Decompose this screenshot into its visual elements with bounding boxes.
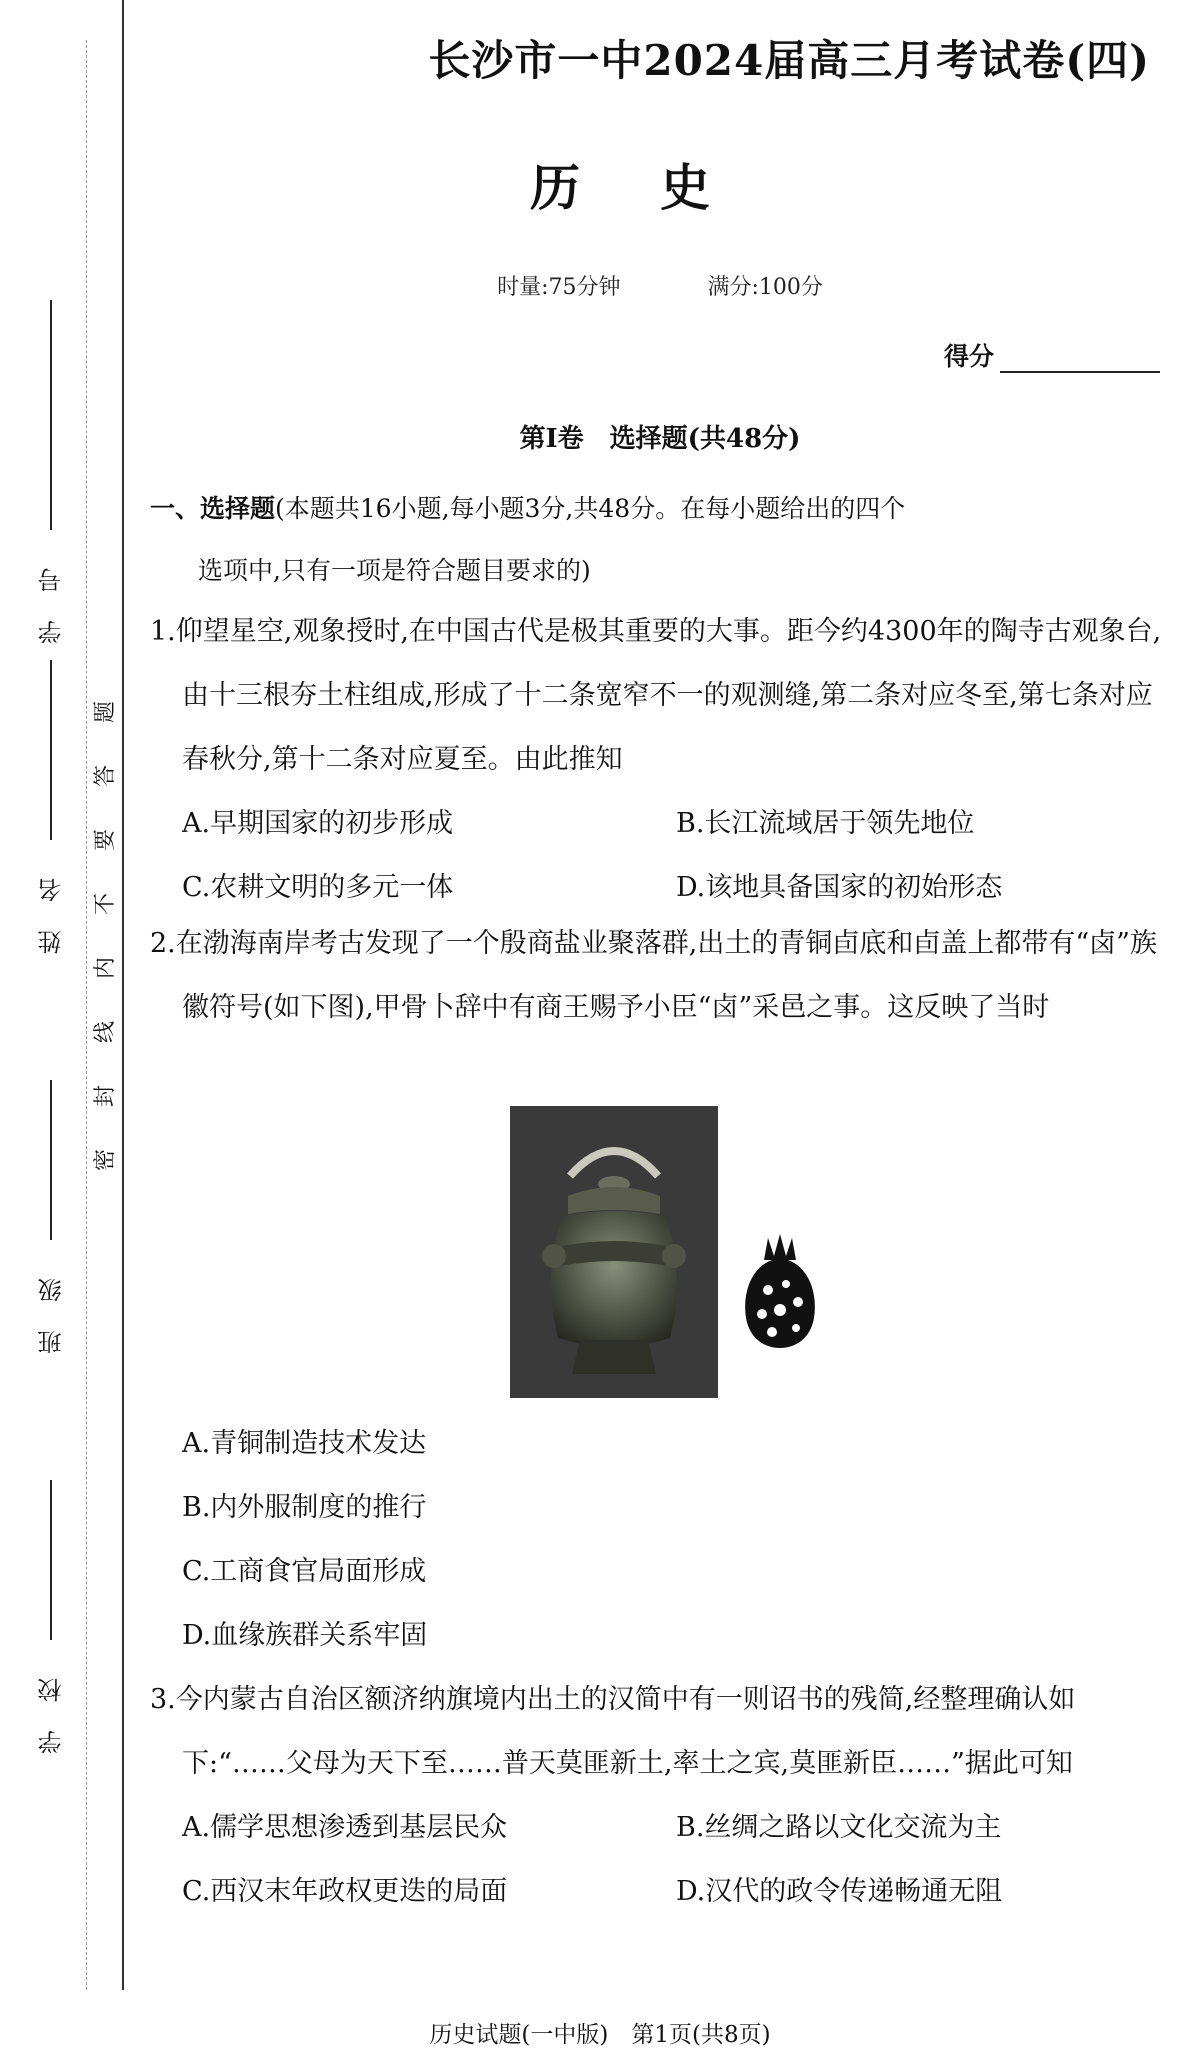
- class-line: [50, 1080, 52, 1240]
- question-2-options: [150, 1412, 1170, 1668]
- score-label: 得分: [943, 342, 994, 371]
- exam-title: 长沙市一中2024届高三月考试卷(四): [428, 36, 1150, 85]
- option-c: C.工商食官局面形成: [182, 1556, 427, 1587]
- margin-dashed-line: [86, 40, 87, 1990]
- school-field: [36, 1480, 66, 1764]
- option-a: A.青铜制造技术发达: [182, 1428, 427, 1459]
- question-stem: 2.在渤海南岸考古发现了一个殷商盐业聚落群,出土的青铜卣底和卣盖上都带有“卤”族徽符号(如下图),甲骨卜辞中有商王赐予小臣“卤”采邑之事。这反映了当时: [150, 928, 1157, 1023]
- bronze-vessel-photo: [510, 1106, 718, 1398]
- section-head: 一、选择题: [150, 494, 276, 523]
- question-stem: 3.今内蒙古自治区额济纳旗境内出土的汉简中有一则诏书的残简,经整理确认如下:“……父母为天下至……普天莫匪新土,率土之宾,莫匪新臣……”据此可知: [150, 1684, 1076, 1779]
- school-label: 学校: [37, 1650, 66, 1754]
- score-blank[interactable]: [1000, 343, 1160, 373]
- exam-meta: [150, 270, 1170, 301]
- binding-margin: [0, 0, 140, 2068]
- class-label: 班级: [37, 1250, 66, 1354]
- seal-char: 封: [92, 1084, 118, 1108]
- question-2: [150, 912, 1170, 1040]
- name-field: [36, 660, 66, 964]
- question-1: [150, 600, 1170, 920]
- option-c: C.西汉末年政权更迭的局面: [182, 1876, 508, 1907]
- seal-char: 密: [92, 1148, 118, 1172]
- option-b: B.长江流域居于领先地位: [676, 808, 975, 839]
- option-c: C.农耕文明的多元一体: [182, 872, 454, 903]
- bronze-you-figure: [510, 1106, 830, 1398]
- question-options: [150, 1796, 1170, 1924]
- student-id-line: [50, 300, 52, 530]
- option-d: D.该地具备国家的初始形态: [676, 872, 1003, 903]
- section-instruction-2: 选项中,只有一项是符合题目要求的): [198, 556, 591, 585]
- bronze-vessel-drawing: [510, 1106, 718, 1398]
- score-box: [944, 337, 1160, 373]
- option-d: D.汉代的政令传递畅通无阻: [676, 1876, 1003, 1907]
- question-options: [150, 1412, 1170, 1668]
- exam-page: [150, 0, 1170, 2068]
- seal-char: 要: [92, 828, 118, 852]
- full-score: 满分:100分: [707, 275, 823, 300]
- seal-char: 不: [92, 892, 118, 916]
- seal-line-notice: [94, 680, 118, 1192]
- question-options: [150, 792, 1170, 920]
- seal-char: 内: [92, 956, 118, 980]
- part-title: 第Ⅰ卷 选择题(共48分): [519, 424, 801, 454]
- option-a: A.儒学思想渗透到基层民众: [182, 1812, 508, 1843]
- school-line: [50, 1480, 52, 1640]
- seal-char: 题: [92, 700, 118, 724]
- section-instruction-1: (本题共16小题,每小题3分,共48分。在每小题给出的四个: [275, 494, 906, 523]
- name-label: 姓名: [37, 850, 66, 954]
- question-3: [150, 1668, 1170, 1924]
- student-id-label: 学号: [37, 540, 66, 644]
- option-b: B.丝绸之路以文化交流为主: [676, 1812, 1002, 1843]
- question-stem: 1.仰望星空,观象授时,在中国古代是极其重要的大事。距今约4300年的陶寺古观象台,由十三根夯土柱组成,形成了十二条宽窄不一的观测缝,第二条对应冬至,第七条对应春秋分,第十二条对应夏至。由此推知: [150, 616, 1162, 775]
- margin-solid-line: [122, 0, 124, 1990]
- subject-title: 历史: [530, 159, 790, 217]
- option-a: A.早期国家的初步形成: [182, 808, 454, 839]
- seal-char: 答: [92, 764, 118, 788]
- name-line: [50, 660, 52, 840]
- student-id-field: [36, 300, 66, 654]
- option-d: D.血缘族群关系牢固: [182, 1620, 428, 1651]
- seal-char: 线: [92, 1020, 118, 1044]
- lu-clan-emblem-icon: [740, 1232, 820, 1352]
- class-field: [36, 1080, 66, 1364]
- option-b: B.内外服制度的推行: [182, 1492, 427, 1523]
- page-footer: 历史试题(一中版) 第1页(共8页): [429, 2022, 771, 2048]
- time-limit: 时量:75分钟: [497, 275, 621, 300]
- section-instructions: [150, 478, 1170, 602]
